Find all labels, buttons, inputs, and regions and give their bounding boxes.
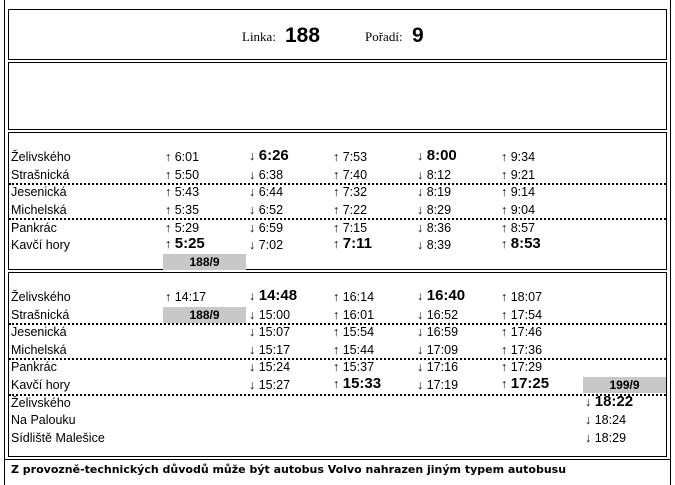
time-value: 15:07 xyxy=(258,325,291,339)
down-arrow-icon: ↓ xyxy=(585,431,592,445)
departure-time xyxy=(165,202,199,218)
time-value: 15:54 xyxy=(342,325,375,339)
time-value: 8:12 xyxy=(426,168,452,182)
down-arrow-icon: ↓ xyxy=(249,185,256,199)
stop-name: Pankrác xyxy=(11,221,57,235)
time-value: 8:29 xyxy=(426,203,452,217)
stop-name: Michelská xyxy=(11,343,67,357)
down-arrow-icon: ↓ xyxy=(417,308,424,322)
time-value: 14:48 xyxy=(258,287,298,304)
time-value: 16:01 xyxy=(342,308,375,322)
up-arrow-icon: ↑ xyxy=(501,343,508,357)
up-arrow-icon: ↑ xyxy=(501,325,508,339)
departure-time xyxy=(333,376,381,392)
departure-time xyxy=(333,324,374,340)
time-value: 15:24 xyxy=(258,360,291,374)
time-value: 17:36 xyxy=(510,343,543,357)
time-value: 8:19 xyxy=(426,185,452,199)
time-value: 5:35 xyxy=(174,203,200,217)
up-arrow-icon: ↑ xyxy=(333,325,340,339)
departure-time xyxy=(417,307,458,323)
up-arrow-icon: ↑ xyxy=(501,185,508,199)
departure-time xyxy=(417,377,458,393)
departure-time xyxy=(501,376,549,392)
up-arrow-icon: ↑ xyxy=(333,377,340,391)
down-arrow-icon: ↓ xyxy=(249,221,256,235)
stop-name: Kavčí hory xyxy=(11,238,71,252)
down-arrow-icon: ↓ xyxy=(417,325,424,339)
departure-time xyxy=(585,394,633,410)
up-arrow-icon: ↑ xyxy=(333,203,340,217)
stop-name: Želivského xyxy=(11,290,71,304)
down-arrow-icon: ↓ xyxy=(249,343,256,357)
line-number: 188 xyxy=(285,24,321,47)
up-arrow-icon: ↑ xyxy=(501,221,508,235)
time-value: 18:29 xyxy=(594,431,627,445)
down-arrow-icon: ↓ xyxy=(249,378,256,392)
departure-time xyxy=(333,202,367,218)
up-arrow-icon: ↑ xyxy=(501,150,508,164)
departure-time xyxy=(249,220,283,236)
up-arrow-icon: ↑ xyxy=(333,308,340,322)
time-value: 5:29 xyxy=(174,221,200,235)
stop-name: Kavčí hory xyxy=(11,378,71,392)
run-badge: 188/9 xyxy=(163,254,246,270)
departure-time xyxy=(501,149,535,165)
time-value: 18:22 xyxy=(594,393,634,410)
departure-time xyxy=(165,184,199,200)
up-arrow-icon: ↑ xyxy=(165,185,172,199)
up-arrow-icon: ↑ xyxy=(501,203,508,217)
departure-time xyxy=(249,342,290,358)
time-value: 6:01 xyxy=(174,150,200,164)
departure-time xyxy=(249,307,290,323)
departure-time xyxy=(249,184,283,200)
row-separator xyxy=(9,394,666,396)
time-value: 6:38 xyxy=(258,168,284,182)
time-value: 17:54 xyxy=(510,308,543,322)
departure-time xyxy=(501,307,542,323)
down-arrow-icon: ↓ xyxy=(249,289,256,303)
time-value: 18:07 xyxy=(510,290,543,304)
time-value: 5:50 xyxy=(174,168,200,182)
departure-time xyxy=(417,202,451,218)
departure-time xyxy=(417,342,458,358)
departure-time xyxy=(585,412,626,428)
up-arrow-icon: ↑ xyxy=(333,290,340,304)
up-arrow-icon: ↑ xyxy=(501,168,508,182)
time-value: 17:46 xyxy=(510,325,543,339)
stop-name: Michelská xyxy=(11,203,67,217)
left-border xyxy=(4,0,5,485)
departure-time xyxy=(501,202,535,218)
departure-time xyxy=(165,236,205,252)
up-arrow-icon: ↑ xyxy=(333,343,340,357)
blank-box xyxy=(8,62,667,130)
time-value: 7:02 xyxy=(258,238,284,252)
line-label: Linka: xyxy=(242,29,276,44)
up-arrow-icon: ↑ xyxy=(333,168,340,182)
time-value: 15:17 xyxy=(258,343,291,357)
down-arrow-icon: ↓ xyxy=(249,238,256,252)
departure-time xyxy=(417,237,451,253)
departure-time xyxy=(249,167,283,183)
departure-time xyxy=(501,236,541,252)
footer-note: Z provozně-technických důvodů může být autobus Volvo nahrazen jiným typem autobusu xyxy=(11,463,567,476)
down-arrow-icon: ↓ xyxy=(417,221,424,235)
order-number: 9 xyxy=(412,24,424,47)
departure-time xyxy=(417,167,451,183)
time-value: 9:14 xyxy=(510,185,536,199)
departure-time xyxy=(333,184,367,200)
departure-time xyxy=(333,167,367,183)
down-arrow-icon: ↓ xyxy=(417,289,424,303)
time-value: 7:53 xyxy=(342,150,368,164)
departure-time xyxy=(417,148,457,164)
down-arrow-icon: ↓ xyxy=(417,238,424,252)
departure-time xyxy=(165,149,199,165)
time-value: 8:57 xyxy=(510,221,536,235)
right-border xyxy=(670,0,671,485)
departure-time xyxy=(333,342,374,358)
up-arrow-icon: ↑ xyxy=(165,290,172,304)
stop-name: Želivského xyxy=(11,396,71,410)
stop-name: Na Palouku xyxy=(11,413,76,427)
departure-time xyxy=(501,289,542,305)
header-box xyxy=(8,9,667,60)
time-value: 8:00 xyxy=(426,147,457,164)
stop-name: Strašnická xyxy=(11,168,70,182)
departure-time xyxy=(417,220,451,236)
down-arrow-icon: ↓ xyxy=(249,308,256,322)
departure-time xyxy=(333,359,374,375)
departure-time xyxy=(249,148,289,164)
stop-name: Sídliště Malešice xyxy=(11,431,105,445)
up-arrow-icon: ↑ xyxy=(165,237,172,251)
stop-name: Jesenická xyxy=(11,185,67,199)
down-arrow-icon: ↓ xyxy=(417,203,424,217)
order-label: Pořadí: xyxy=(365,29,403,44)
time-value: 15:44 xyxy=(342,343,375,357)
time-value: 18:24 xyxy=(594,413,627,427)
time-value: 15:27 xyxy=(258,378,291,392)
time-value: 8:36 xyxy=(426,221,452,235)
departure-time xyxy=(417,184,451,200)
time-value: 5:25 xyxy=(174,235,205,252)
up-arrow-icon: ↑ xyxy=(501,360,508,374)
departure-time xyxy=(165,167,199,183)
time-value: 17:16 xyxy=(426,360,459,374)
up-arrow-icon: ↑ xyxy=(501,290,508,304)
up-arrow-icon: ↑ xyxy=(333,185,340,199)
departure-time xyxy=(249,377,290,393)
departure-time xyxy=(501,167,535,183)
departure-time xyxy=(249,237,283,253)
up-arrow-icon: ↑ xyxy=(333,150,340,164)
time-value: 6:26 xyxy=(258,147,289,164)
time-value: 15:37 xyxy=(342,360,375,374)
stop-name: Jesenická xyxy=(11,325,67,339)
down-arrow-icon: ↓ xyxy=(249,325,256,339)
time-value: 7:32 xyxy=(342,185,368,199)
departure-time xyxy=(501,342,542,358)
time-value: 6:52 xyxy=(258,203,284,217)
stop-name: Strašnická xyxy=(11,308,70,322)
time-value: 17:09 xyxy=(426,343,459,357)
departure-time: ↑ 14:17 xyxy=(165,290,207,304)
time-value: 8:53 xyxy=(510,235,541,252)
down-arrow-icon: ↓ xyxy=(585,413,592,427)
departure-time xyxy=(249,324,290,340)
down-arrow-icon: ↓ xyxy=(249,203,256,217)
down-arrow-icon: ↓ xyxy=(417,185,424,199)
departure-time xyxy=(417,324,458,340)
footer-divider xyxy=(4,459,671,460)
time-value: 5:43 xyxy=(174,185,200,199)
down-arrow-icon: ↓ xyxy=(417,149,424,163)
up-arrow-icon: ↑ xyxy=(165,168,172,182)
up-arrow-icon: ↑ xyxy=(165,221,172,235)
departure-time xyxy=(501,220,535,236)
up-arrow-icon: ↑ xyxy=(333,221,340,235)
departure-time xyxy=(333,236,372,252)
departure-time xyxy=(501,184,535,200)
departure-time xyxy=(585,430,626,446)
down-arrow-icon: ↓ xyxy=(585,395,592,409)
stop-name: Želivského xyxy=(11,150,71,164)
down-arrow-icon: ↓ xyxy=(249,149,256,163)
time-value: 16:59 xyxy=(426,325,459,339)
time-value: 17:19 xyxy=(426,378,459,392)
time-value: 6:44 xyxy=(258,185,284,199)
departure-time xyxy=(501,359,542,375)
down-arrow-icon: ↓ xyxy=(417,360,424,374)
run-badge: 199/9 xyxy=(583,377,666,393)
time-value: 9:04 xyxy=(510,203,536,217)
time-value: 15:33 xyxy=(342,375,382,392)
up-arrow-icon: ↑ xyxy=(165,203,172,217)
time-value: 16:40 xyxy=(426,287,466,304)
time-value: 16:14 xyxy=(342,290,375,304)
time-value: 17:25 xyxy=(510,375,550,392)
time-value: 9:21 xyxy=(510,168,536,182)
down-arrow-icon: ↓ xyxy=(417,378,424,392)
departure-time xyxy=(165,220,199,236)
time-value: 7:15 xyxy=(342,221,368,235)
up-arrow-icon: ↑ xyxy=(333,237,340,251)
time-value: 15:00 xyxy=(258,308,291,322)
departure-time xyxy=(417,288,465,304)
time-value: 6:59 xyxy=(258,221,284,235)
down-arrow-icon: ↓ xyxy=(417,343,424,357)
run-badge: 188/9 xyxy=(163,307,246,323)
departure-time xyxy=(249,288,297,304)
down-arrow-icon: ↓ xyxy=(249,168,256,182)
up-arrow-icon: ↑ xyxy=(501,237,508,251)
time-value: 9:34 xyxy=(510,150,536,164)
time-value: 7:22 xyxy=(342,203,368,217)
up-arrow-icon: ↑ xyxy=(501,308,508,322)
up-arrow-icon: ↑ xyxy=(333,360,340,374)
time-value: 16:52 xyxy=(426,308,459,322)
departure-time xyxy=(333,289,374,305)
stop-name: Pankrác xyxy=(11,360,57,374)
departure-time xyxy=(333,149,367,165)
time-value: 7:40 xyxy=(342,168,368,182)
up-arrow-icon: ↑ xyxy=(165,150,172,164)
departure-time xyxy=(501,324,542,340)
down-arrow-icon: ↓ xyxy=(417,168,424,182)
time-value: 17:29 xyxy=(510,360,543,374)
time-value: 7:11 xyxy=(342,235,372,252)
time-value: 8:39 xyxy=(426,238,452,252)
departure-time xyxy=(333,220,367,236)
up-arrow-icon: ↑ xyxy=(501,377,508,391)
down-arrow-icon: ↓ xyxy=(249,360,256,374)
departure-time xyxy=(249,202,283,218)
departure-time xyxy=(417,359,458,375)
departure-time xyxy=(249,359,290,375)
departure-time xyxy=(333,307,374,323)
